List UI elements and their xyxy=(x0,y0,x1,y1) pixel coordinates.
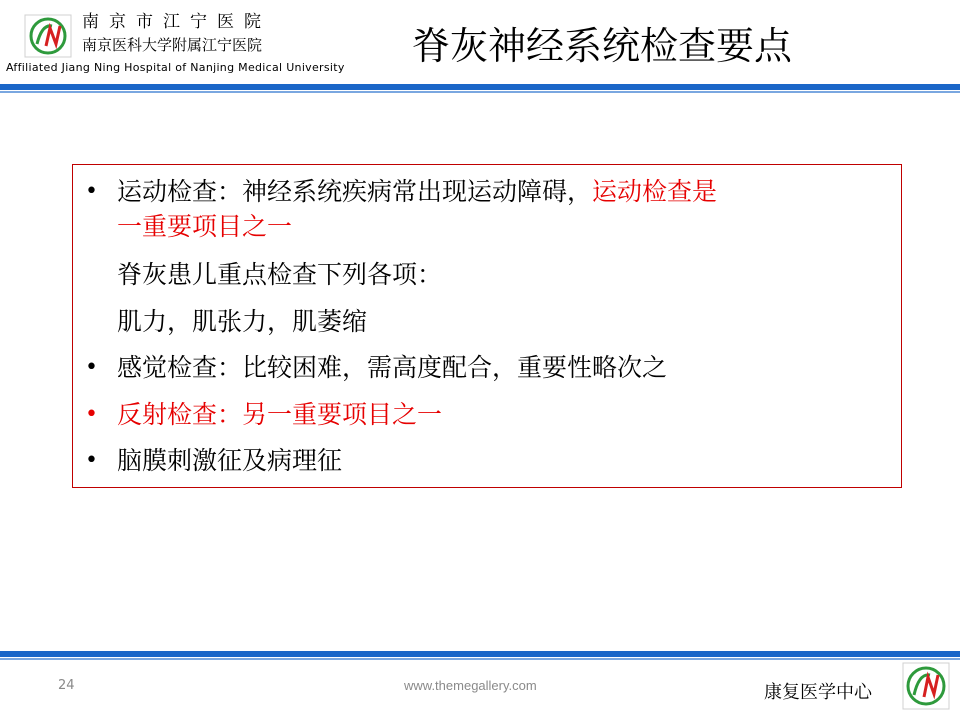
header-divider-thin xyxy=(0,91,960,93)
motor-exam-highlight-cont: 一重要项目之一 xyxy=(117,212,293,241)
header-divider xyxy=(0,84,960,90)
footer-divider-thin xyxy=(0,658,960,660)
bullet-reflex: • xyxy=(85,402,98,427)
sensory-exam-line: 感觉检查：比较困难，需高度配合，重要性略次之 xyxy=(117,353,668,382)
hospital-logo-icon xyxy=(24,14,72,58)
content-box xyxy=(72,164,902,488)
bullet-motor: • xyxy=(85,179,98,204)
slide-title: 脊灰神经系统检查要点 xyxy=(412,24,793,68)
department-name: 康复医学中心 xyxy=(764,682,872,703)
bullet-sensory: • xyxy=(85,355,98,380)
hospital-english-name: Affiliated Jiang Ning Hospital of Nanjing Medical University xyxy=(6,61,345,74)
motor-exam-label: 运动检查：神经系统疾病常出现运动障碍， xyxy=(117,177,593,206)
motor-exam-sub2: 肌力，肌张力，肌萎缩 xyxy=(117,307,368,336)
page-number: 24 xyxy=(58,678,75,693)
footer-divider xyxy=(0,651,960,657)
motor-exam-highlight: 运动检查是 xyxy=(592,177,718,206)
hospital-subname: 南京医科大学附属江宁医院 xyxy=(82,36,263,54)
hospital-logo-small-icon xyxy=(902,662,950,710)
motor-exam-line xyxy=(117,175,717,209)
footer-url: www.themegallery.com xyxy=(404,678,537,693)
hospital-name: 南京市江宁医院 xyxy=(82,12,271,32)
motor-exam-sub1: 脊灰患儿重点检查下列各项： xyxy=(117,260,443,289)
bullet-meningeal: • xyxy=(85,448,98,473)
reflex-exam-line: 反射检查：另一重要项目之一 xyxy=(117,400,443,429)
meningeal-sign-line: 脑膜刺激征及病理征 xyxy=(117,446,343,475)
